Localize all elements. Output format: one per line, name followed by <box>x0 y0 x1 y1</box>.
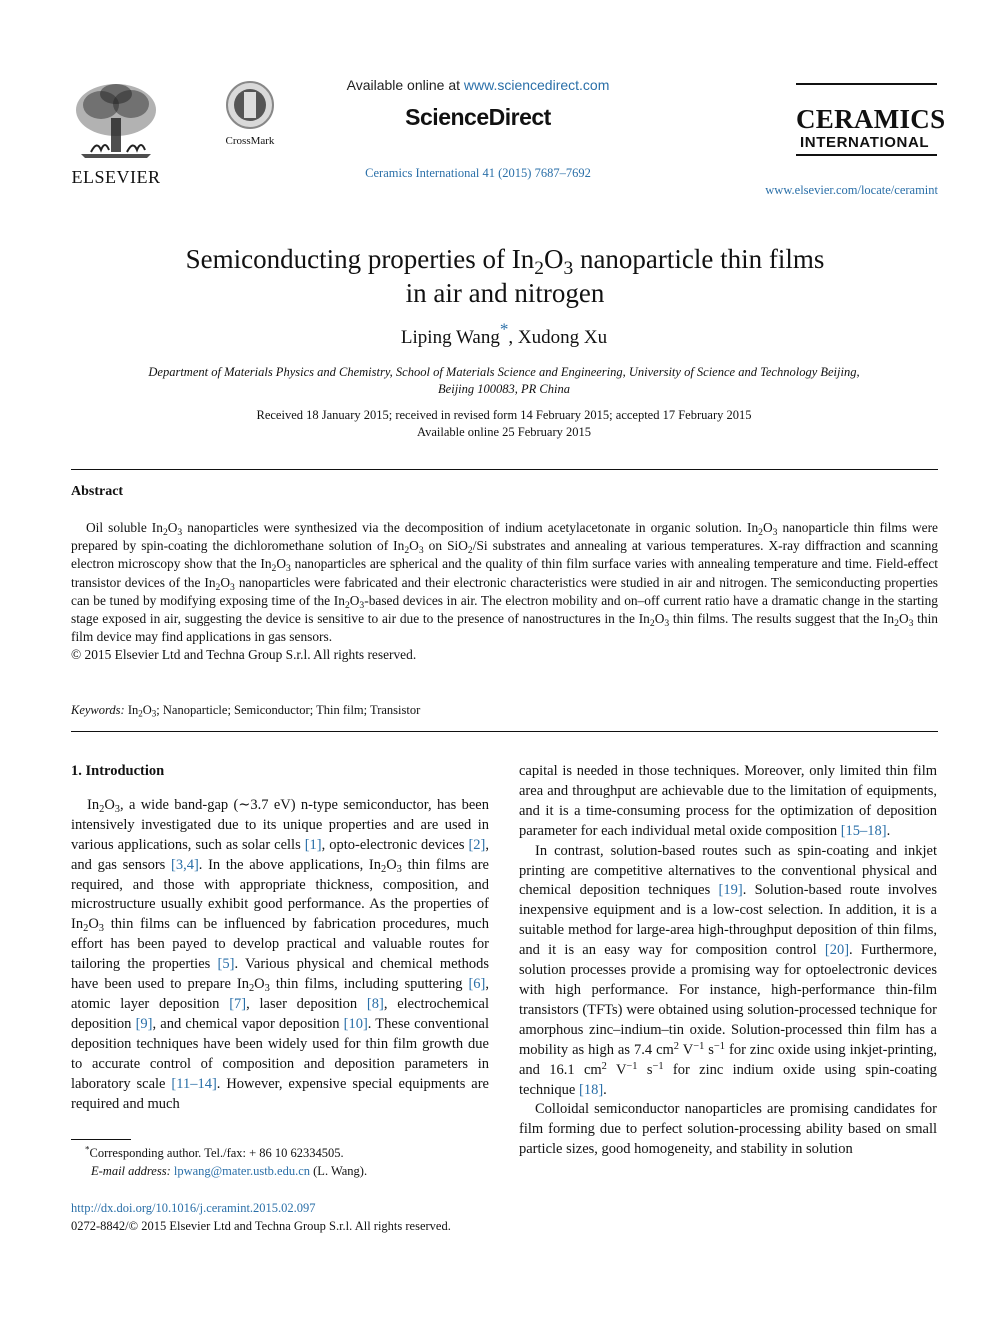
citation-link[interactable]: [5] <box>217 956 235 973</box>
affiliation-line: Department of Materials Physics and Chemistry, School of Materials Science and Engineering, University of Science and Technology Beijing, <box>148 365 860 379</box>
corresponding-author-mark[interactable]: * <box>499 319 509 339</box>
author-name: , Xudong Xu <box>508 327 608 348</box>
citation-link[interactable]: [11–14] <box>171 1075 217 1092</box>
citation-link[interactable]: [20] <box>824 942 850 959</box>
citation-link[interactable]: [9] <box>135 1015 153 1032</box>
email-label: E-mail address: <box>91 1163 174 1178</box>
right-column <box>519 762 937 1160</box>
received-dates: Received 18 January 2015; received in revised form 14 February 2015; accepted 17 February 2015 <box>256 408 752 422</box>
citation-link[interactable]: [19] <box>718 882 743 899</box>
sciencedirect-link[interactable]: www.sciencedirect.com <box>463 77 610 93</box>
title-part: O <box>543 244 564 274</box>
journal-url-link[interactable]: www.elsevier.com/locate/ceramint <box>765 183 938 197</box>
section-heading: 1. Introduction <box>71 763 165 779</box>
affiliation <box>100 364 908 398</box>
footnote <box>71 1145 489 1180</box>
divider <box>71 469 938 470</box>
email-suffix: (L. Wang). <box>310 1163 368 1178</box>
journal-top-rule <box>796 83 937 85</box>
keywords-list: Nanoparticle; Semiconductor; Thin film; Transistor <box>162 703 421 717</box>
sciencedirect-logo[interactable]: ScienceDirect <box>405 104 551 130</box>
citation-link[interactable]: [18] <box>579 1081 604 1098</box>
journal-bottom-rule <box>796 154 937 156</box>
paragraph: $In_2O_3$, a wide band-gap (∼3.7 eV) n-type semiconductor, has been intensively investigated due to its unique properties and are used in various applications, such as solar cells [1], opto-electronic devices [2], and gas sensors [3,4]. In the above applications, $In_2O_3$ thin films are required, and those with appropriate thickness, composition, and microstructure usually exhibit good performance. As the properties of $In_2O_3$ thin films can be influenced by fabrication procedures, much effort has been payed to develop practical and valuable routes for tailoring the properties [5]. Various physical and chemical methods have been used to prepare $In_2O_3$ thin films, including sputtering [6], atomic layer deposition [7], laser deposition [8], electrochemical deposition [9], and chemical vapor deposition [10]. These conventional deposition techniques have been widely used for thin film growth due to accurate control of composition and deposition parameters in laboratory scale [11–14]. However, expensive special equipments are required and much <box>71 796 490 1112</box>
crossmark-label: CrossMark <box>225 135 275 147</box>
available-prefix: Available online at <box>346 77 464 93</box>
citation-link[interactable]: [1] <box>304 836 322 853</box>
page-footer <box>71 1200 571 1235</box>
keywords-label: Keywords: <box>71 703 125 717</box>
citation-link[interactable]: [2] <box>468 836 486 853</box>
citation-link[interactable]: [7] <box>229 995 247 1012</box>
available-online <box>0 77 956 93</box>
paragraph: capital is needed in those techniques. Moreover, only limited thin film area and throughput are achievable due to the limitation of equipments, and it is a time-consuming process for the optimization of deposition parameter for each individual metal oxide composition [15–18]. <box>519 763 937 839</box>
left-column <box>71 762 489 1114</box>
abstract-text: Oil soluble $In_2O_3$ nanoparticles were synthesized via the decomposition of indium acetylacetonate in organic solution. $In_2O_3$ nanoparticle thin films were prepared by spin-coating the dichloromethane solution of $In_2O_3$ on SiO$_2$/Si substrates and annealing at various temperatures. X-ray diffraction and scanning electron microscopy show that the $In_2O_3$ nanoparticles are spherical and the quality of thin film surface varies with annealing temperature and time. Field-effect transistor devices of the $In_2O_3$ nanoparticles were fabricated and their electronic characteristics were studied in air and nitrogen. The semiconducting properties can be tuned by modifying exposing time of the $In_2O_3$-based devices in air. The electron mobility and on–off current ratio have a dramatic change in the starting stage exposed in air, suggesting the device is sensitive to air due to the presence of nanostructures in the $In_2O_3$ thin films. The results suggest that the $In_2O_3$ thin film device may find applications in gas sensors. © 2015 Elsevier Ltd and Techna Group S.r.l. All rights reserved. <box>71 520 939 663</box>
citation-link[interactable]: [15–18] <box>840 822 887 839</box>
email-note <box>71 1163 489 1181</box>
title-part: Semiconducting properties of In <box>185 244 535 274</box>
footnote-rule <box>71 1139 131 1140</box>
publisher-name: ELSEVIER <box>71 167 161 187</box>
email-link[interactable]: lpwang@mater.ustb.edu.cn <box>173 1163 311 1178</box>
title-part: nanoparticle thin films <box>573 244 825 274</box>
title-line-2: in air and nitrogen <box>405 278 605 308</box>
doi-link[interactable]: http://dx.doi.org/10.1016/j.ceramint.2015.02.097 <box>71 1201 316 1215</box>
article-dates <box>100 407 908 441</box>
rights-text: 0272-8842/© 2015 Elsevier Ltd and Techna Group S.r.l. All rights reserved. <box>71 1218 451 1233</box>
available-date: Available online 25 February 2015 <box>416 425 592 439</box>
affiliation-line: Beijing 100083, PR China <box>438 382 570 396</box>
citation-link[interactable]: [6] <box>468 976 486 993</box>
citation-link[interactable]: [3,4] <box>170 856 199 873</box>
abstract-heading: Abstract <box>71 484 124 499</box>
journal-subtitle: INTERNATIONAL <box>800 134 930 151</box>
paragraph: Colloidal semiconductor nanoparticles are promising candidates for film forming due to perfect solution-processing ability based on small particle sizes, good homogeneity, and stability in solution <box>519 1101 937 1158</box>
citation-link[interactable]: [8] <box>366 995 384 1012</box>
author-name: Liping Wang <box>400 327 500 348</box>
corresponding-text: Corresponding author. Tel./fax: + 86 10 62334505. <box>89 1146 344 1160</box>
copyright: © 2015 Elsevier Ltd and Techna Group S.r.l. All rights reserved. <box>71 647 417 663</box>
divider <box>71 731 938 732</box>
author-list <box>0 319 992 349</box>
keywords: Keywords: $In_2O_3$; Nanoparticle; Semiconductor; Thin film; Transistor <box>71 703 421 719</box>
corresponding-note: *Corresponding author. Tel./fax: + 86 10 62334505. <box>85 1144 344 1160</box>
elsevier-logo[interactable] <box>68 80 164 187</box>
paragraph: In contrast, solution-based routes such as spin-coating and inkjet printing are competitive alternatives to the conventional physical and chemical deposition techniques [19]. Solution-based route involves inexpensive equipment and is a low-cost selection. In addition, it is a suitable method for large-area high-throughput deposition of thin films, and it is an easy way for composition control [20]. Furthermore, solution processes provide a promising way for optoelectronic devices with high performance. For instance, high-performance thin-film transistors (TFTs) were obtained using solution-processed technique for amorphous zinc–indium–tin oxide. Solution-processed thin film has a mobility as high as 7.4 $cm^2$ $V^{-1}$ $s^{-1}$ for zinc oxide using inkjet-printing, and 16.1 $cm^2$ $V^{-1}$ $s^{-1}$ for zinc indium oxide using spin-coating technique [18]. <box>519 842 937 1098</box>
citation-link[interactable]: [10] <box>343 1015 368 1032</box>
journal-title: CERAMICS <box>796 104 946 134</box>
article-title: Semiconducting properties of $In_2O_3$ nanoparticle thin films in air and nitrogen <box>185 244 825 308</box>
journal-citation[interactable]: Ceramics International 41 (2015) 7687–7692 <box>365 166 591 180</box>
